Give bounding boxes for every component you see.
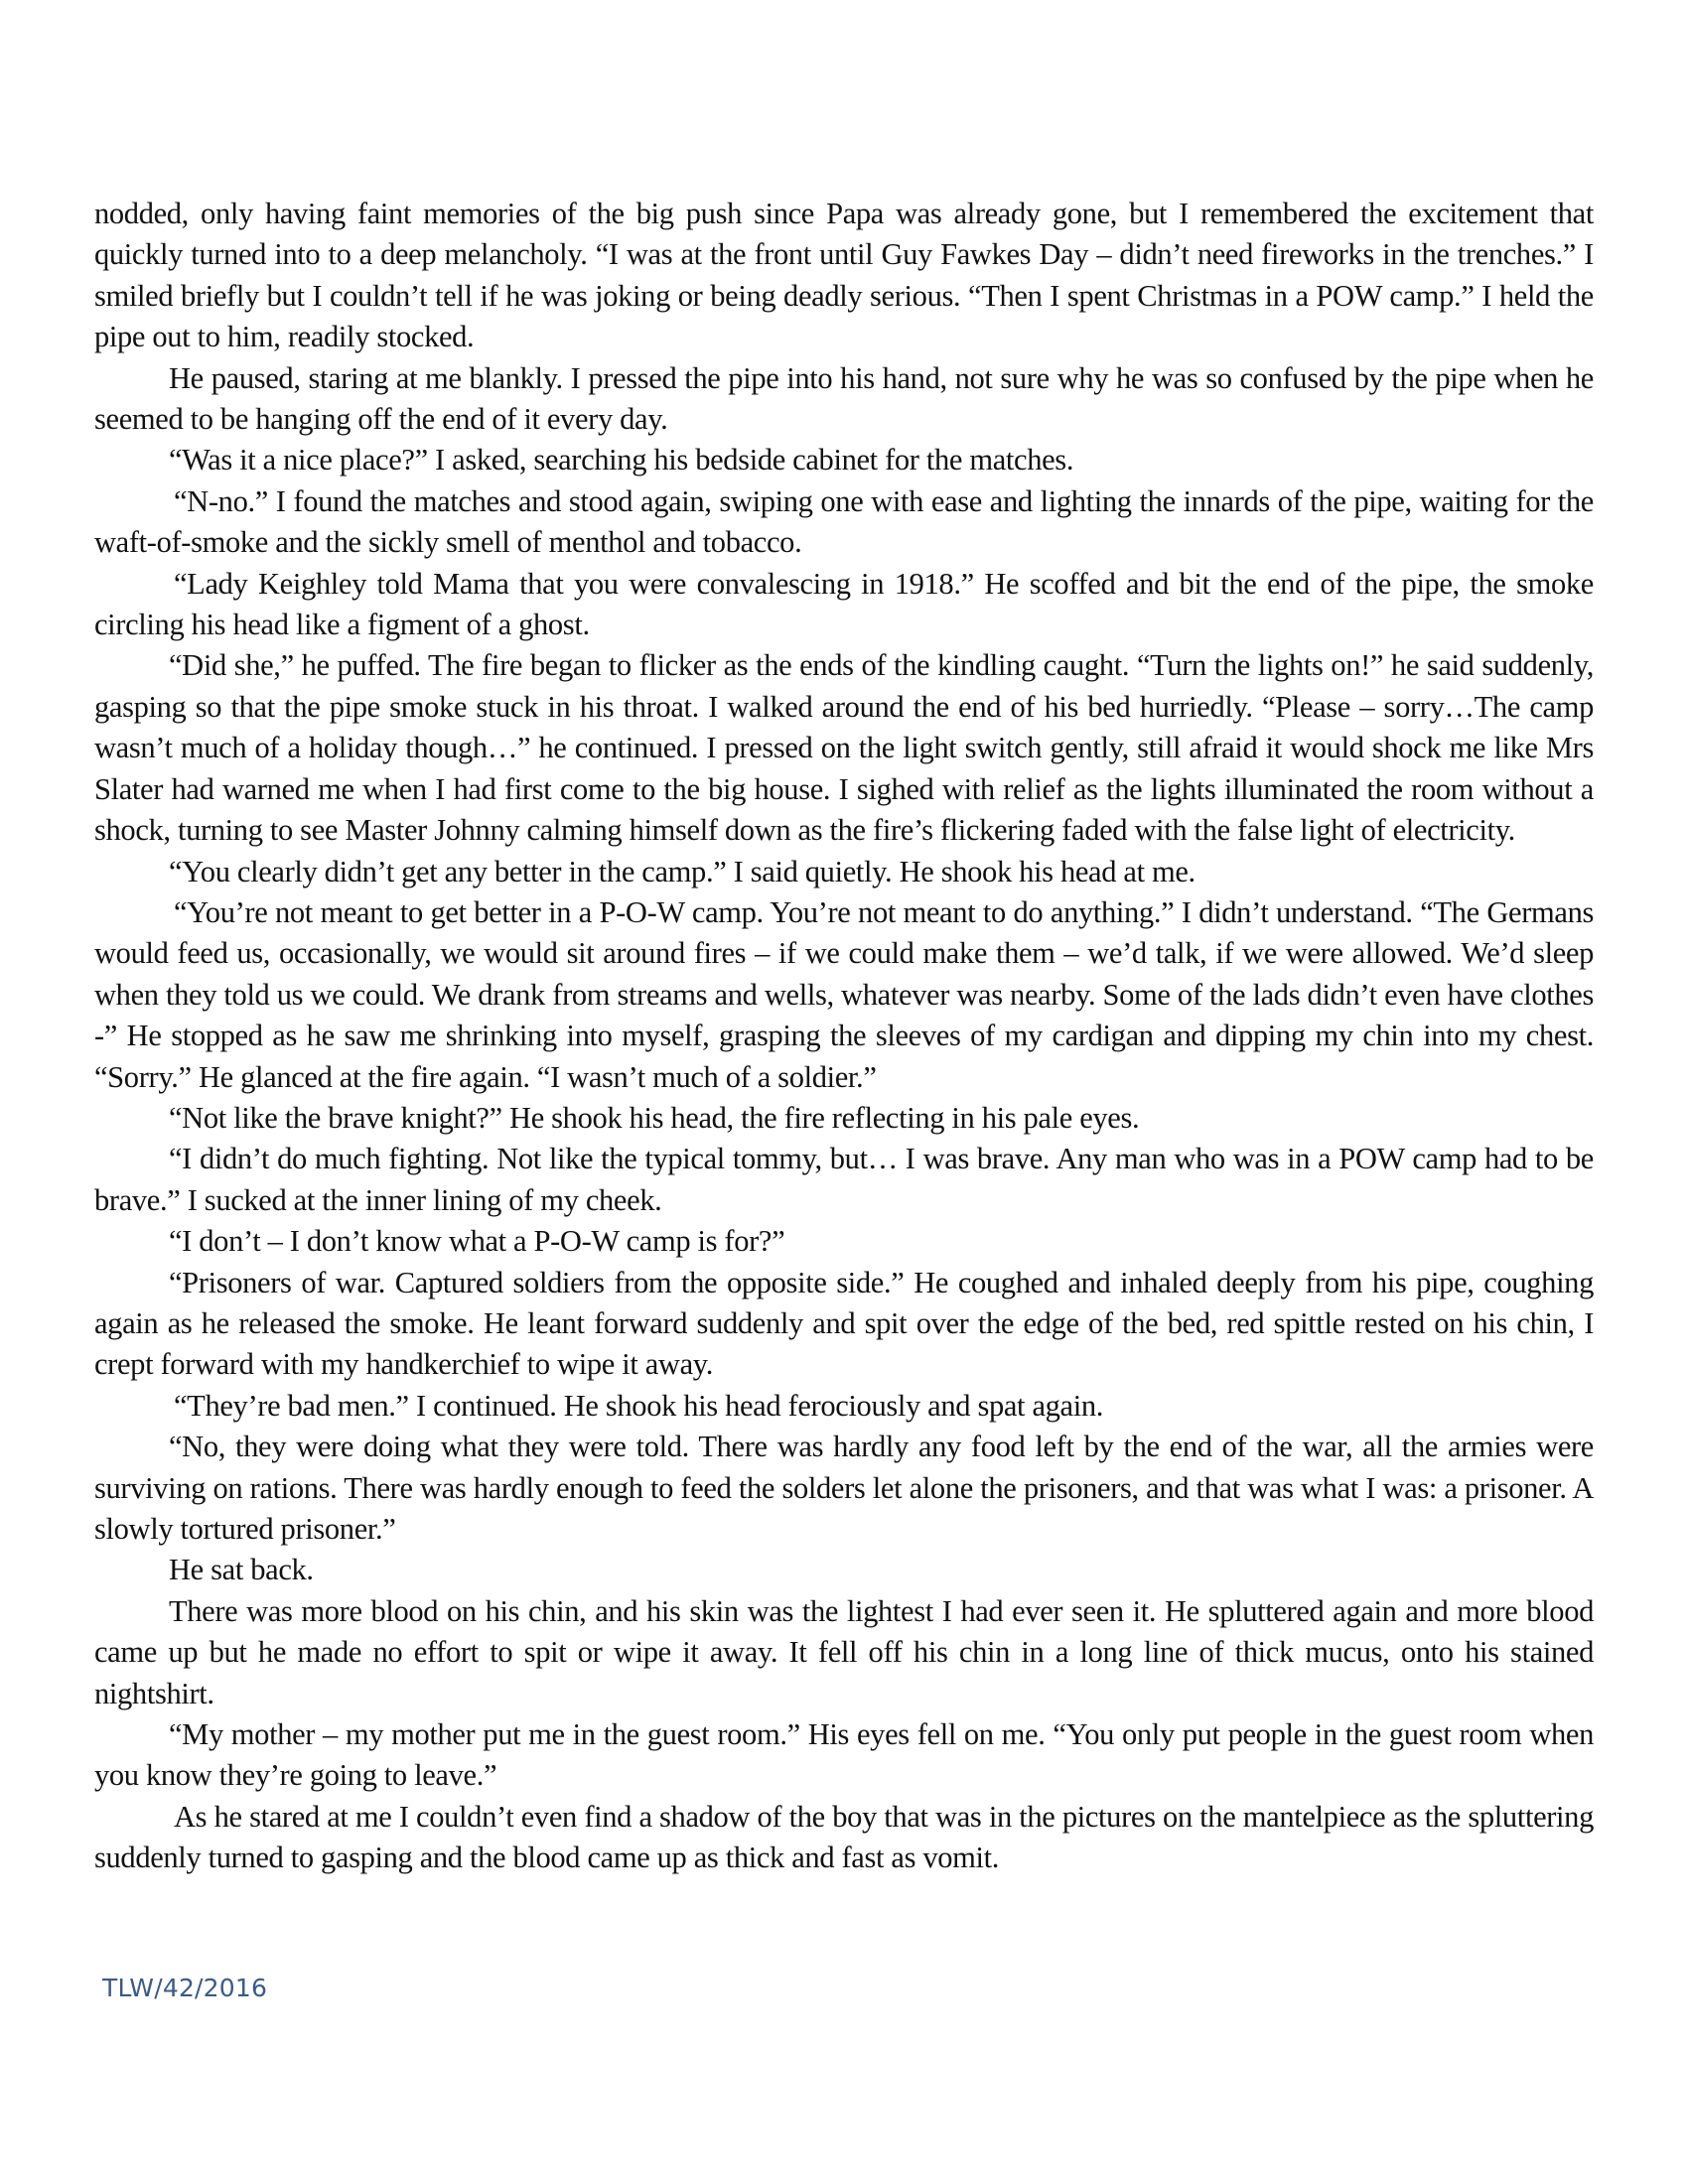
- paragraph: As he stared at me I couldn’t even find a shadow of the boy that was in the pictures on the mantelpiece as the spluttering suddenly turned to gasping and the blood came up as thick and fast as vomit.: [94, 1799, 1594, 1875]
- paragraph: “I don’t – I don’t know what a P-O-W camp is for?”: [169, 1224, 785, 1259]
- paragraph: “Did she,” he puffed. The fire began to flicker as the ends of the kindling caught. “Turn the lights on!” he said suddenly, gasping so that the pipe smoke stuck in his throat. I walked around the end of his bed hurriedly. “Please – sorry…The camp wasn’t much of a holiday though…” he continued. I pressed on the light switch gently, still afraid it would shock me like Mrs Slater had warned me when I had first come to the big house. I sighed with relief as the lights illuminated the room without a shock, turning to see Master Johnny calming himself down as the fire’s flickering faded with the false light of electricity.: [94, 648, 1594, 848]
- paragraph: “Was it a nice place?” I asked, searching his bedside cabinet for the matches.: [169, 443, 1074, 478]
- story-text: [94, 194, 1594, 1879]
- paragraph: “Lady Keighley told Mama that you were convalescing in 1918.” He scoffed and bit the end of the pipe, the smoke circling his head like a figment of a ghost.: [94, 566, 1594, 642]
- paragraph: nodded, only having faint memories of the big push since Papa was already gone, but I remembered the excitement that quickly turned into to a deep melancholy. “I was at the front until Guy Fawkes Day – didn’t need fireworks in the trenches.” I smiled briefly but I couldn’t tell if he was joking or being deadly serious. “Then I spent Christmas in a POW camp.” I held the pipe out to him, readily stocked.: [94, 197, 1594, 354]
- paragraph: There was more blood on his chin, and his skin was the lightest I had ever seen it. He spluttered again and more blood came up but he made no effort to spit or wipe it away. It fell off his chin in a long line of thick mucus, onto his stained nightshirt.: [94, 1593, 1594, 1710]
- paragraph: “N-no.” I found the matches and stood again, swiping one with ease and lighting the innards of the pipe, waiting for the waft-of-smoke and the sickly smell of menthol and tobacco.: [94, 483, 1594, 560]
- paragraph: “You’re not meant to get better in a P-O-W camp. You’re not meant to do anything.” I didn’t understand. “The Germans would feed us, occasionally, we would sit around fires – if we could make them – we’d talk, if we were allowed. We’d sleep when they told us we could. We drank from streams and wells, whatever was nearby. Some of the lads didn’t even have clothes -” He stopped as he saw me shrinking into myself, grasping the sleeves of my cardigan and dipping my chin into my chest. “Sorry.” He glanced at the fire again. “I wasn’t much of a soldier.”: [94, 894, 1594, 1094]
- document-reference-code: TLW/42/2016: [102, 1974, 268, 2002]
- paragraph: “I didn’t do much fighting. Not like the typical tommy, but… I was brave. Any man who was in a POW camp had to be brave.” I sucked at the inner lining of my cheek.: [94, 1142, 1594, 1217]
- paragraph: He sat back.: [169, 1553, 314, 1587]
- paragraph: “Not like the brave knight?” He shook his head, the fire reflecting in his pale eyes.: [169, 1100, 1140, 1135]
- paragraph: “No, they were doing what they were told. There was hardly any food left by the end of the war, all the armies were surviving on rations. There was hardly enough to feed the solders let alone the prisoners, and that was what I was: a prisoner. A slowly tortured prisoner.”: [94, 1430, 1594, 1546]
- paragraph: “You clearly didn’t get any better in the camp.” I said quietly. He shook his head at me.: [169, 854, 1196, 888]
- paragraph: “Prisoners of war. Captured soldiers from the opposite side.” He coughed and inhaled deeply from his pipe, coughing again as he released the smoke. He leant forward suddenly and spit over the edge of the bed, red spittle rested on his chin, I crept forward with my handkerchief to wipe it away.: [94, 1265, 1594, 1382]
- paragraph: “My mother – my mother put me in the guest room.” His eyes fell on me. “You only put people in the guest room when you know they’re going to leave.”: [94, 1717, 1594, 1793]
- paragraph: “They’re bad men.” I continued. He shook his head ferociously and spat again.: [174, 1388, 1104, 1423]
- paragraph: He paused, staring at me blankly. I pressed the pipe into his hand, not sure why he was so confused by the pipe when he seemed to be hanging off the end of it every day.: [94, 360, 1594, 437]
